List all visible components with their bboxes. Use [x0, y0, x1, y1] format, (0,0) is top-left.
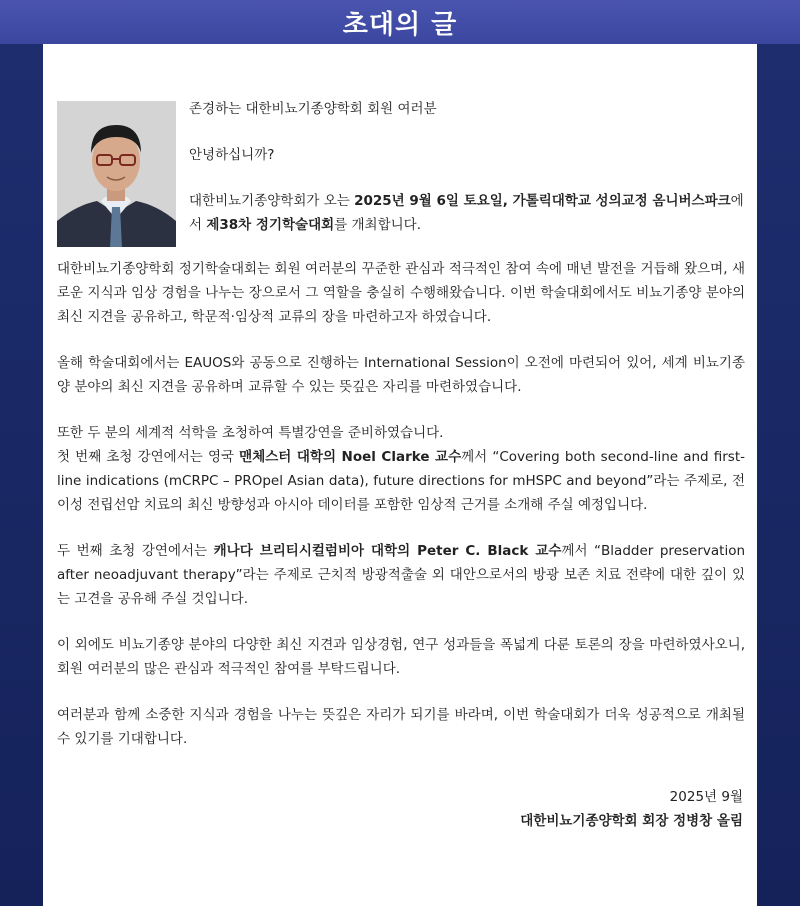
signature-date: 2025년 9월: [669, 789, 743, 805]
paragraph-1: 대한비뇨기종양학회 정기학술대회는 회원 여러분의 꾸준한 관심과 적극적인 참여 속에 매년 발전을 거듭해 왔으며, 새로운 지식과 임상 경험을 나누는 장으로서 그 역할을 충실히 수행해왔습니다. 이번 학술대회에서도 비뇨기종양 분야의 최신 지견을 공유하고, 학문적·임상적 교류의 장을 마련하고자 하였습니다.: [57, 261, 745, 325]
letter-body: [57, 257, 745, 773]
portrait-image: [57, 101, 176, 247]
left-border: [0, 44, 43, 906]
speaker-1: 맨체스터 대학의 Noel Clarke 교수: [239, 449, 462, 465]
right-border: [757, 44, 800, 906]
greeting: 존경하는 대한비뇨기종양학회 회원 여러분: [189, 101, 437, 117]
announcement: 대한비뇨기종양학회가 오는 2025년 9월 6일 토요일, 가톨릭대학교 성의교정 옴니버스파크에서 제38차 정기학술대회를 개최합니다.: [189, 193, 744, 233]
date-venue: 2025년 9월 6일 토요일, 가톨릭대학교 성의교정 옴니버스파크: [354, 193, 731, 209]
paragraph-5: 이 외에도 비뇨기종양 분야의 다양한 최신 지견과 임상경험, 연구 성과들을 폭넓게 다룬 토론의 장을 마련하였사오니, 회원 여러분의 많은 관심과 적극적인 참여를 부탁드립니다.: [57, 637, 745, 677]
paragraph-4: 두 번째 초청 강연에서는 캐나다 브리티시컬럼비아 대학의 Peter C. Black 교수께서 “Bladder preservation after neoadjuvant therapy”라는 주제로 근치적 방광적출술 외 대안으로서의 방광 보존 치료 전략에 대한 깊이 있는 고견을 공유해 주실 것입니다.: [57, 543, 746, 607]
paragraph-6: 여러분과 함께 소중한 지식과 경험을 나누는 뜻깊은 자리가 되기를 바라며, 이번 학술대회가 더욱 성공적으로 개최될 수 있기를 기대합니다.: [57, 707, 745, 747]
speaker-2: 캐나다 브리티시컬럼비아 대학의 Peter C. Black 교수: [213, 543, 562, 559]
page-header: [0, 0, 800, 44]
event-name: 제38차 정기학술대회: [206, 217, 335, 233]
letter-paper: [43, 44, 757, 906]
intro-block: [189, 97, 745, 237]
president-photo: [57, 101, 176, 247]
hello: 안녕하십니까?: [189, 147, 275, 163]
signature-block: [520, 785, 743, 833]
page-title: 초대의 글: [342, 9, 458, 40]
paragraph-3a: 또한 두 분의 세계적 석학을 초청하여 특별강연을 준비하였습니다.: [57, 425, 444, 441]
paragraph-3b: 첫 번째 초청 강연에서는 영국 맨체스터 대학의 Noel Clarke 교수께서 “Covering both second-line and first-line indications (mCRPC – PROpel Asian data), future directions for mHSPC and beyond”라는 주제로, 전이성 전립선암 치료의 최신 방향성과 아시아 데이터를 포함한 임상적 근거를 소개해 주실 예정입니다.: [57, 449, 745, 513]
signature-name: 대한비뇨기종양학회 회장 정병창 올림: [520, 813, 743, 829]
paragraph-2: 올해 학술대회에서는 EAUOS와 공동으로 진행하는 International Session이 오전에 마련되어 있어, 세계 비뇨기종양 분야의 최신 지견을 공유하며 교류할 수 있는 뜻깊은 자리를 마련하였습니다.: [57, 355, 745, 395]
